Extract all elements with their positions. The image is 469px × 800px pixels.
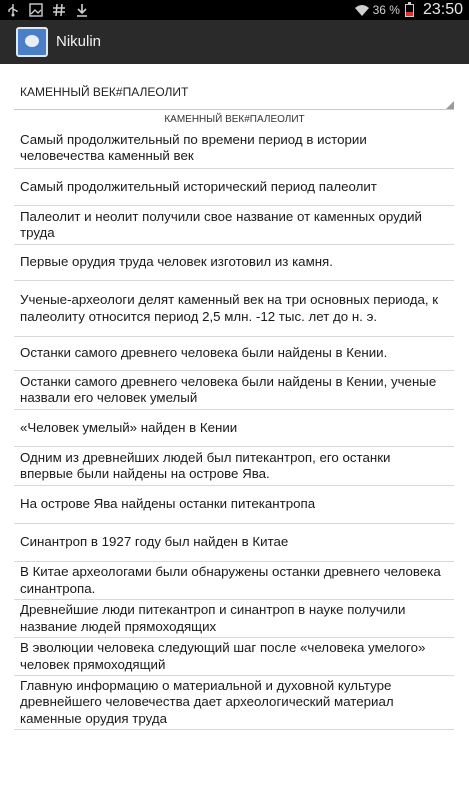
list-item-text: Одним из древнейших людей был питекантроп, его останки впервые были найдены на острове Ява.: [20, 449, 391, 481]
section-header: КАМЕННЫЙ ВЕК#ПАЛЕОЛИТ: [164, 114, 305, 125]
image-icon: [29, 3, 43, 17]
category-spinner[interactable]: [14, 76, 454, 110]
list-item-text: Самый продолжительный по времени период в истории человечества каменный век: [20, 131, 367, 163]
action-bar: [0, 20, 469, 64]
list-item-text: Синантроп в 1927 году был найден в Китае: [20, 534, 289, 550]
app-title: Nikulin: [56, 33, 102, 50]
hash-icon: [52, 3, 66, 17]
battery-percent: 36 %: [372, 3, 400, 17]
list-item-text: Останки самого древнего человека были найдены в Кении.: [20, 345, 388, 361]
facts-list: [14, 128, 454, 730]
list-item[interactable]: [14, 600, 454, 638]
battery-icon: [405, 4, 414, 17]
list-item[interactable]: [14, 676, 454, 730]
dropdown-arrow-icon: [446, 101, 454, 109]
list-item[interactable]: [14, 410, 454, 447]
list-item-text: Останки самого древнего человека были найдены в Кении, ученые назвали его человек умелый: [20, 373, 437, 405]
download-icon: [75, 3, 89, 17]
list-item[interactable]: [14, 337, 454, 371]
list-item-text: Древнейшие люди питекантроп и синантроп в науке получили название людей прямоходящих: [20, 602, 406, 634]
list-item-text: На острове Ява найдены останки питекантропа: [20, 496, 316, 512]
list-item[interactable]: [14, 524, 454, 562]
list-item[interactable]: [14, 169, 454, 206]
spinner-selected-value: КАМЕННЫЙ ВЕК#ПАЛЕОЛИТ: [20, 85, 189, 99]
status-bar: [0, 0, 469, 20]
list-item-text: «Человек умелый» найден в Кении: [20, 419, 238, 435]
list-item[interactable]: [14, 638, 454, 676]
list-item[interactable]: [14, 128, 454, 169]
list-item-text: В Китае археологами были обнаружены останки древнего человека синантропа.: [20, 564, 441, 596]
list-item[interactable]: [14, 486, 454, 524]
list-item-text: Главную информацию о материальной и духовной культуре древнейшего человечества дает археологический материал каменные орудия труда: [20, 677, 394, 726]
list-item[interactable]: [14, 447, 454, 486]
list-item[interactable]: [14, 562, 454, 600]
list-item[interactable]: [14, 206, 454, 245]
list-item-text: Самый продолжительный исторический период палеолит: [20, 178, 377, 194]
usb-icon: [6, 3, 20, 17]
list-item[interactable]: [14, 371, 454, 410]
app-icon[interactable]: [16, 27, 48, 57]
list-item-text: Ученые-археологи делят каменный век на три основных периода, к палеолиту относится период 2,5 млн. -12 тыс. лет до н. э.: [20, 292, 439, 324]
list-item[interactable]: [14, 245, 454, 281]
list-item-text: Первые орудия труда человек изготовил из камня.: [20, 254, 333, 270]
list-item[interactable]: [14, 281, 454, 337]
list-item-text: Палеолит и неолит получили свое название от каменных орудий труда: [20, 208, 422, 240]
clock: 23:50: [422, 1, 463, 18]
list-item-text: В эволюции человека следующий шаг после «человека умелого» человек прямоходящий: [20, 640, 426, 672]
wifi-icon: [354, 3, 368, 17]
